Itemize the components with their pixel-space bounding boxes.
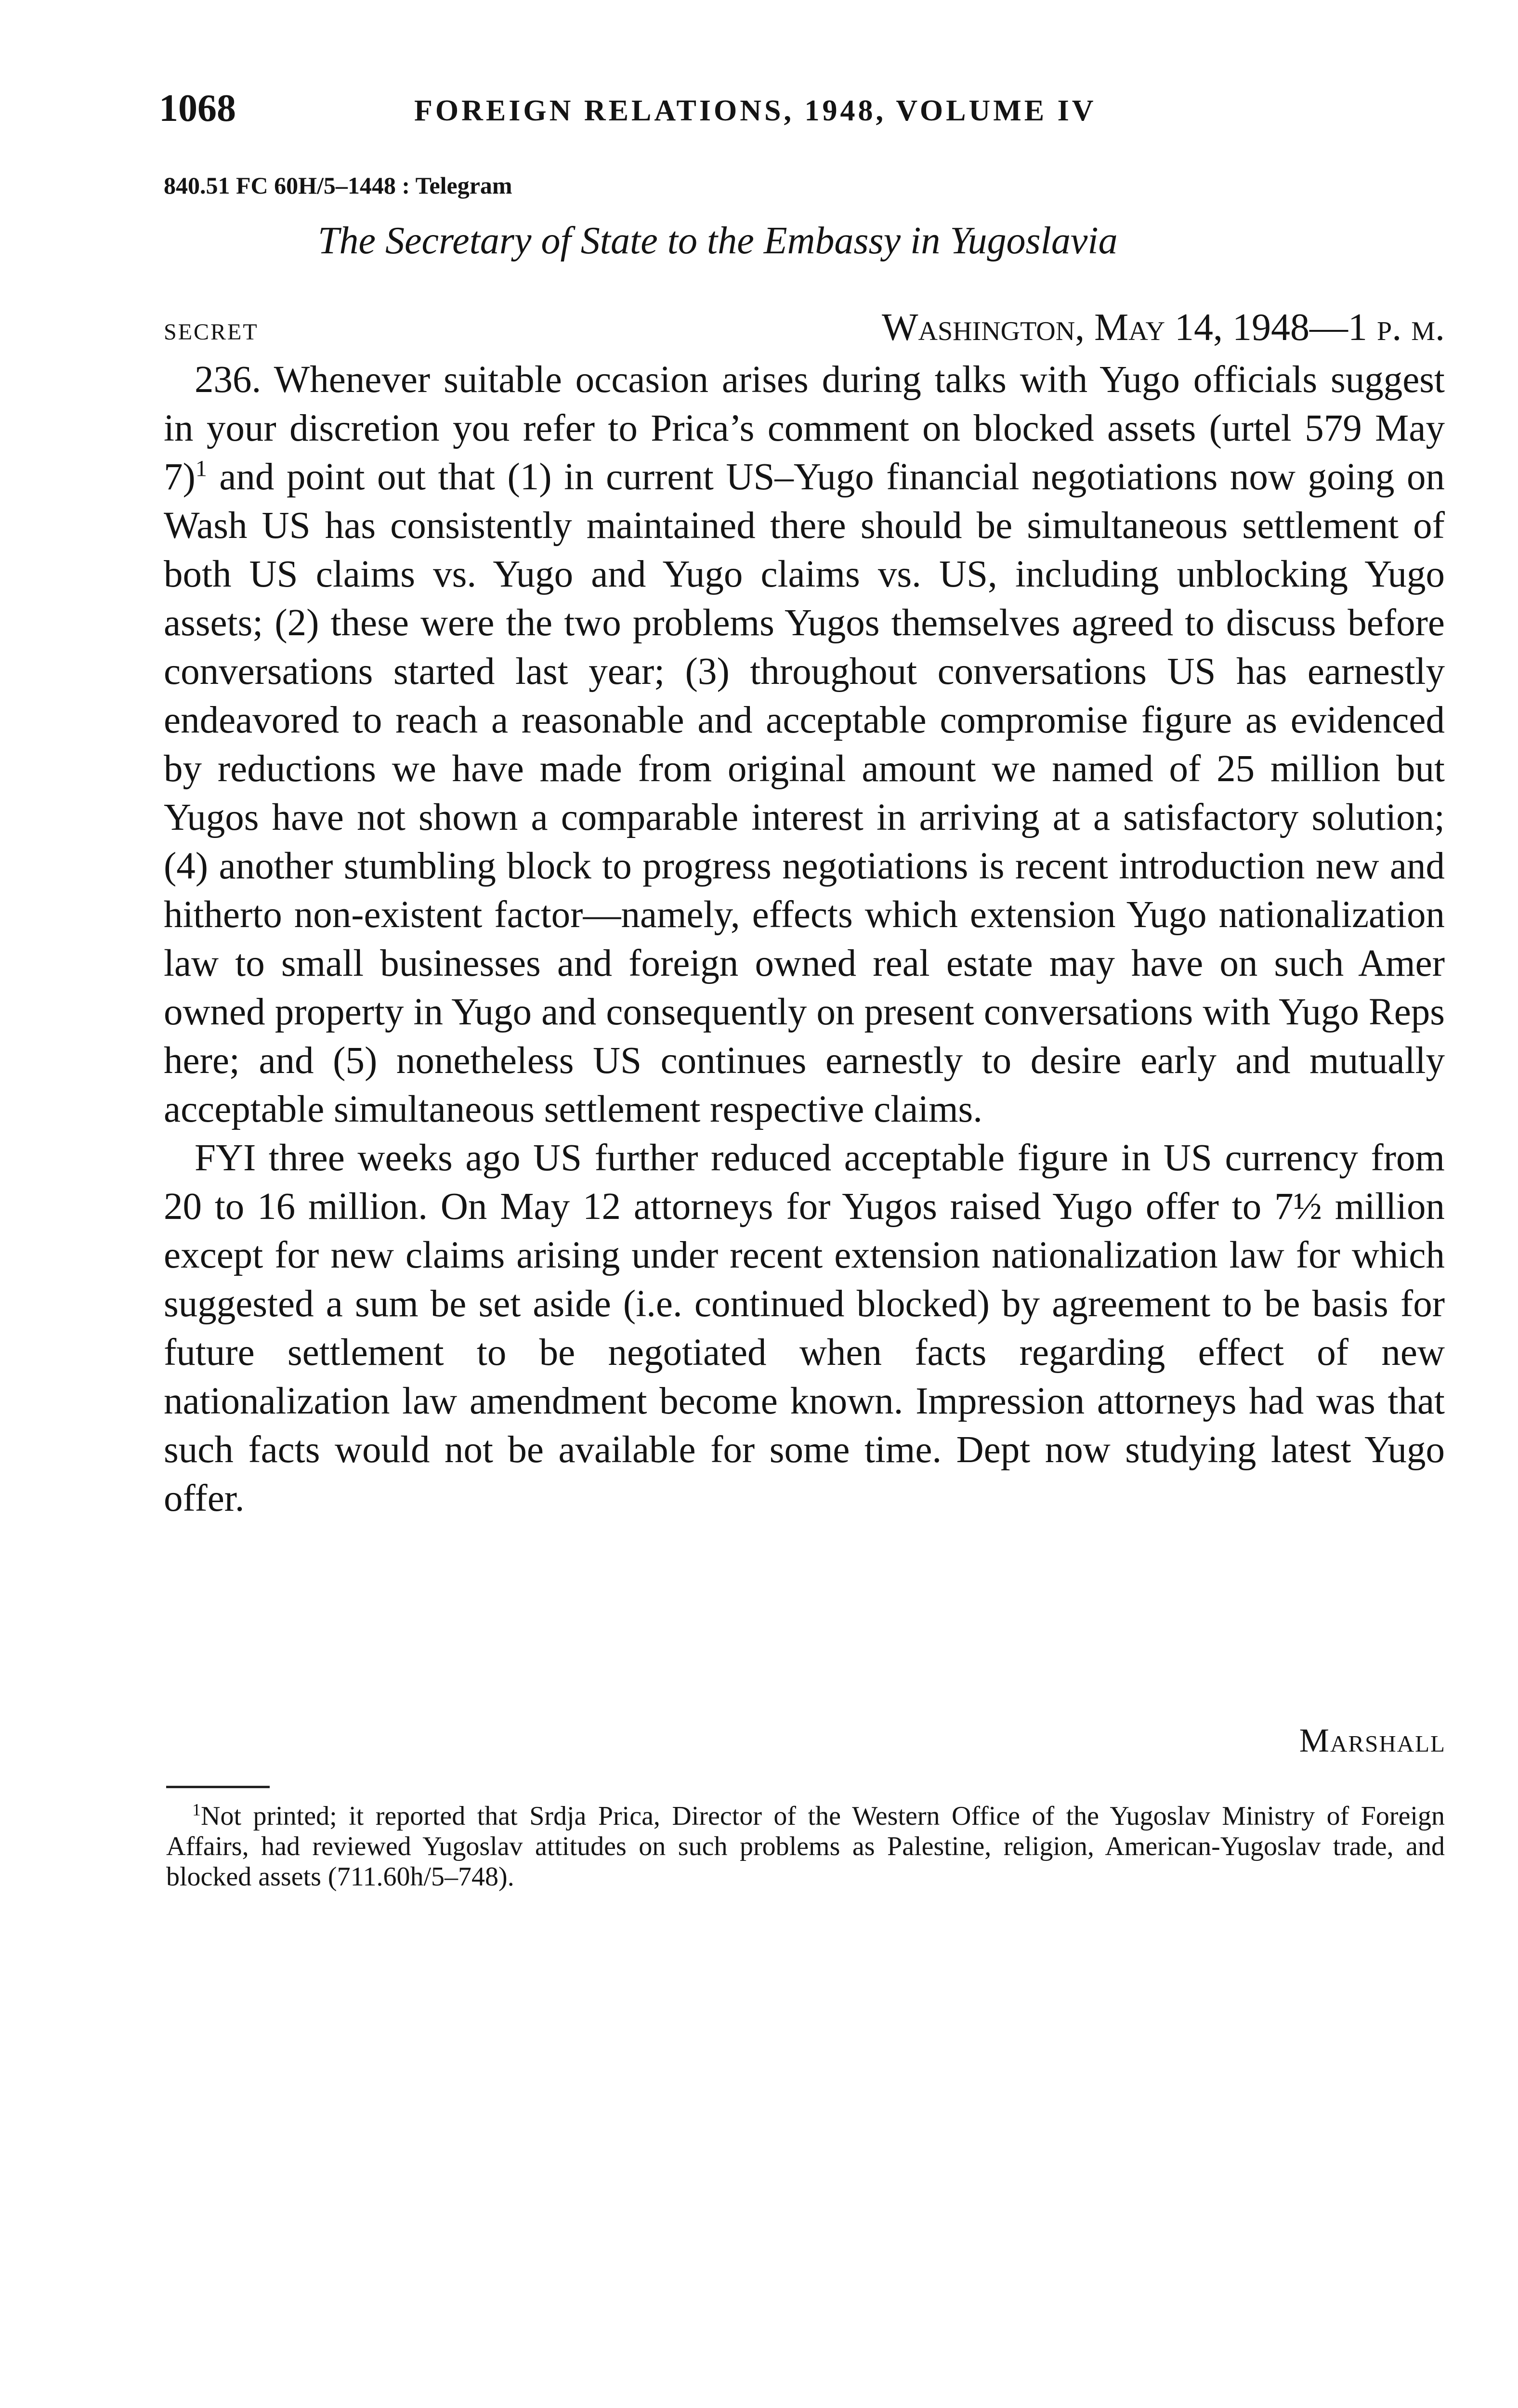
- footnote-text: Not printed; it reported that Srdja Prica, Director of the Western Office of the Yugoslav Ministry of Foreign Affairs, had reviewed Yugoslav attitudes on such problems as Palestine, religion, American-Yugoslav trade, and blocked assets (711.60h/5–748).: [166, 1801, 1445, 1892]
- signature: Marshall: [1299, 1722, 1446, 1759]
- dateline: [164, 299, 1445, 356]
- document-title: The Secretary of State to the Embassy in Yugoslavia: [318, 220, 1118, 262]
- running-head: FOREIGN RELATIONS, 1948, VOLUME IV: [414, 94, 1097, 127]
- body-paragraph-2: FYI three weeks ago US further reduced acceptable figure in US currency from 20 to 16 million. On May 12 attorneys for Yugos raised Yugo offer to 7½ million except for new claims arising under recent extension nationalization law for which suggested a sum be set aside (i.e. continued blocked) by agreement to be basis for future settlement to be negotiated when facts regarding effect of new nationalization law amendment become known. Impression attorneys had was that such facts would not be available for some time. Dept now studying latest Yugo offer.: [164, 1137, 1445, 1519]
- file-reference: 840.51 FC 60H/5–1448 : Telegram: [164, 172, 512, 199]
- telegram-body: [164, 355, 1445, 1523]
- body-paragraph-1: [164, 355, 1445, 1134]
- paragraph-1-text-after-note: and point out that (1) in current US–Yugo financial negotiations now going on Wash US has consistently maintained there should be simultaneous settlement of both US claims vs. Yugo and Yugo claims vs. US, including unblocking Yugo assets; (2) these were the two problems Yugos themselves agreed to discuss before conversations started last year; (3) throughout conversations US has earnestly endeavored to reach a reasonable and acceptable compromise figure as evidenced by reductions we have made from original amount we named of 25 million but Yugos have not shown a comparable interest in arriving at a satisfactory solution; (4) another stumbling block to progress negotiations is recent introduction new and hitherto non-existent factor—namely, effects which extension Yugo nationalization law to small businesses and foreign owned real estate may have on such Amer owned property in Yugo and consequently on present conversations with Yugo Reps here; and (5) nonetheless US continues earnestly to desire early and mutually acceptable simultaneous settlement respective claims.: [164, 456, 1445, 1130]
- place-and-date: Washington, May 14, 1948—1 p. m.: [882, 306, 1445, 349]
- footnote-divider: [166, 1786, 270, 1788]
- page-number: 1068: [159, 87, 236, 130]
- page-header: [159, 82, 1445, 135]
- classification-label: SECRET: [164, 319, 259, 345]
- footnote: [166, 1801, 1445, 1892]
- footnote-reference: 1: [195, 456, 207, 482]
- footnote-mark: 1: [192, 1800, 201, 1819]
- paragraph-1-text-before-note: 236. Whenever suitable occasion arises during talks with Yugo officials suggest in your discretion you refer to Prica’s comment on blocked assets (urtel 579 May 7): [164, 359, 1445, 498]
